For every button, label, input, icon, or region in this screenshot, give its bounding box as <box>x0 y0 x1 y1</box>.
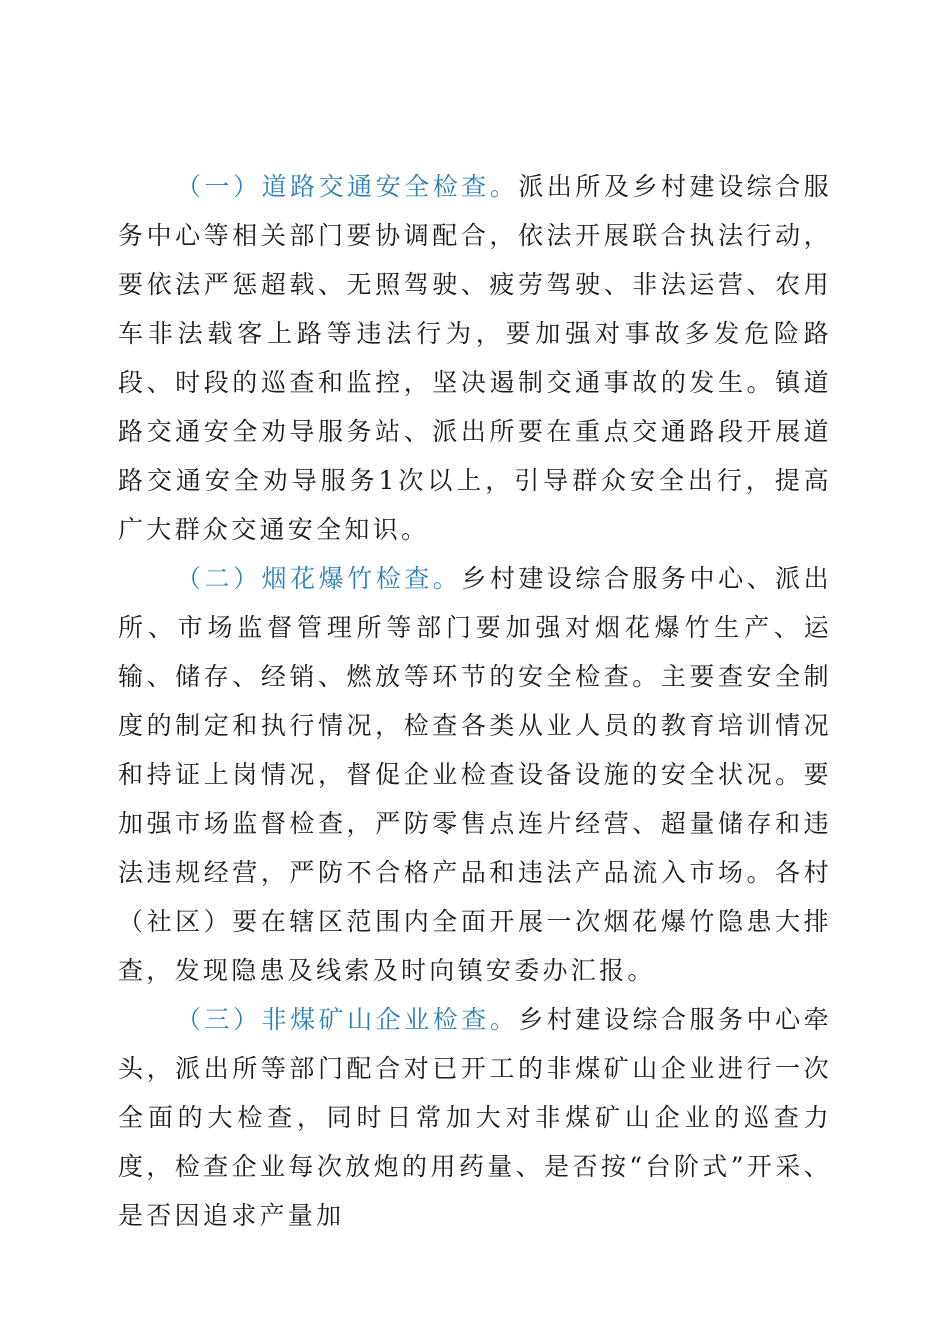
section-heading-non-coal-mines: （三）非煤矿山企业检查。 <box>176 1005 519 1034</box>
document-body <box>118 162 832 1240</box>
paragraph-road-traffic <box>118 162 832 554</box>
paragraph-text-road-traffic: 派出所及乡村建设综合服务中心等相关部门要协调配合，依法开展联合执法行动，要依法严惩超载、无照驾驶、疲劳驾驶、非法运营、农用车非法载客上路等违法行为，要加强对事故多发危险路段、时段的巡查和监控，坚决遏制交通事故的发生。镇道路交通安全劝导服务站、派出所要在重点交通路段开展道路交通安全劝导服务1次以上，引导群众安全出行，提高广大群众交通安全知识。 <box>118 172 832 544</box>
paragraph-non-coal-mines <box>118 995 832 1240</box>
paragraph-text-fireworks: 乡村建设综合服务中心、派出所、市场监督管理所等部门要加强对烟花爆竹生产、运输、储存、经销、燃放等环节的安全检查。主要查安全制度的制定和执行情况，检查各类从业人员的教育培训情况和持证上岗情况，督促企业检查设备设施的安全状况。要加强市场监督检查，严防零售点连片经营、超量储存和违法违规经营，严防不合格产品和违法产品流入市场。各村（社区）要在辖区范围内全面开展一次烟花爆竹隐患大排查，发现隐患及线索及时向镇安委办汇报。 <box>118 564 832 985</box>
paragraph-text-non-coal-mines: 乡村建设综合服务中心牵头，派出所等部门配合对已开工的非煤矿山企业进行一次全面的大检查，同时日常加大对非煤矿山企业的巡查力度，检查企业每次放炮的用药量、是否按“台阶式”开采、是否因追求产量加 <box>118 1005 832 1230</box>
paragraph-fireworks <box>118 554 832 995</box>
section-heading-road-traffic: （一）道路交通安全检查。 <box>176 172 519 201</box>
section-heading-fireworks: （二）烟花爆竹检查。 <box>176 564 462 593</box>
